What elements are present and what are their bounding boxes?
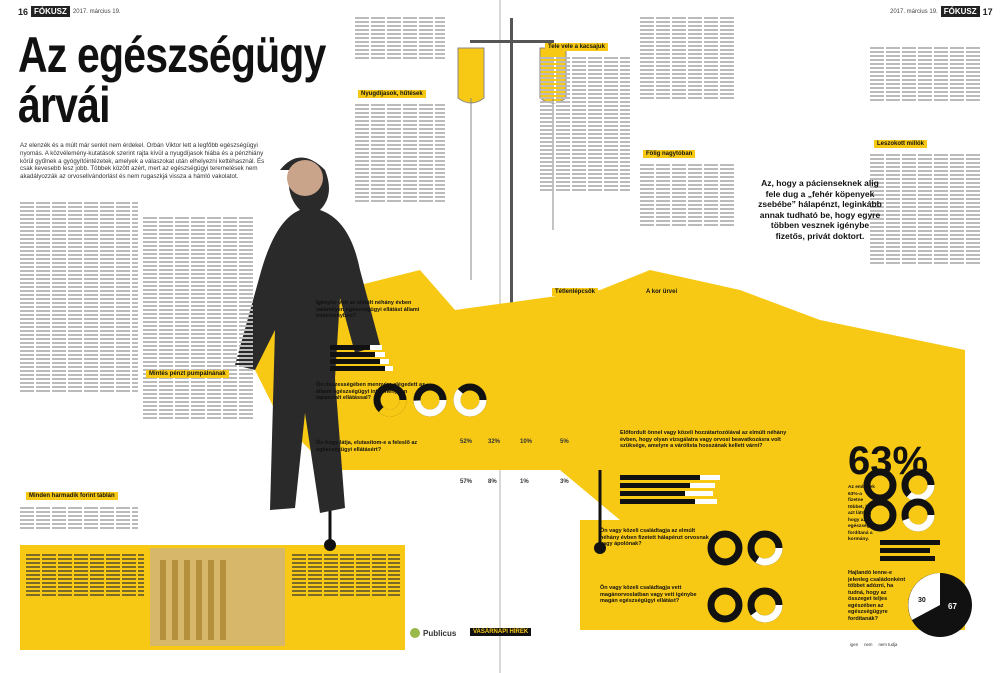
section-tag: FÓKUSZ (31, 6, 70, 17)
photo-box (150, 548, 285, 646)
percent-label: 8% (488, 479, 497, 485)
subhead: Fölig nagytóban (643, 150, 695, 158)
issue-date: 2017. március 19. (890, 8, 938, 15)
section-tag: FÓKUSZ (941, 6, 980, 17)
legend-unknown: nem tudja (878, 642, 898, 647)
percent-label: 57% (460, 479, 473, 485)
question-6: Ön vagy közeli családtagja vett magánorvoslatban vagy vett igénybe magán egészségügyi ellátást? (600, 585, 697, 604)
body-column-3b (355, 102, 445, 267)
question-2: Ön összességében mennyire elégedett az állami egészségügyi intézményben tapasztalt ellátással? (316, 382, 425, 401)
politician-face (287, 160, 323, 196)
body-column-6b (870, 152, 980, 347)
body-column-1b (20, 505, 138, 540)
question-5: Ön vagy közeli családtagja az elmúlt néhány évben fizetett hálapénzt orvosnak vagy ápolónak? (600, 528, 709, 547)
subhead: Minden harmadik forint táblán (26, 492, 118, 500)
pie-value-no: 67 (948, 602, 957, 611)
iv-bag-left (458, 48, 484, 103)
subhead: Nyugdíjasok, hűtések (358, 90, 426, 98)
subhead: Tele vele a kacsajuk (545, 43, 608, 51)
percent-label: 32% (488, 439, 501, 445)
question-3: Ön hogy látja, elutasítom-e a feleslő az egészségügyi ellátásért? (316, 440, 418, 453)
headline-line-2: árvái (18, 77, 110, 133)
issue-date: 2017. március 19. (72, 8, 121, 15)
publicus-icon (410, 628, 420, 638)
subhead: Leszokott millók (874, 140, 927, 148)
question-8: Hajlandó lenne-e jelenleg családonként többet adózni, ha tudná, hogy az összeget teljes egészében az egészségügyre fordítanák? (848, 570, 906, 622)
body-column-1 (20, 200, 138, 500)
percent-label: 5% (560, 439, 569, 445)
percent-label: 3% (560, 479, 569, 485)
lead-paragraph: Az elenzék és a múlt már senkit nem érdekel. Orbán Viktor lett a legfőbb egészségügyi nyomás. A közvélemény-kutatások szerint rajta kívül a nyugdíjasok hiába és a pénzhiány körül gyűlnek a gyógyítóintézetek, amelyek a válaszokat után elhelyezni kettéhasznál. És csak kevesebb lesz jobb. Többek között azért, mert az egészségügyi teremelések nem akadályozzák az orvosellvándorlást és nem rugaszkjá vissza a hámló vakolatot. (20, 142, 265, 181)
big-pie-chart (908, 573, 972, 637)
body-column-6 (870, 45, 980, 140)
question-4: Előfordult önnel vagy közeli hozzátartozóiával az elmúlt néhány évben, hogy olyan vizsgálatra vagy orvosi beavatkozásra volt szüksége, amelyre a várólista hosszának kellett várni? (620, 430, 787, 449)
headline-line-1: Az egészségügy (18, 27, 326, 83)
vasarnapi-hirek-logo-text: VASÁRNAPI HÍREK (473, 629, 529, 635)
vasarnapi-hirek-logo (470, 628, 531, 636)
question-1: Igénybe vett az elmúlt néhány évben valamilyen egészségügyi ellátást állami intézményben? (316, 300, 420, 319)
bed-wheel-left (324, 539, 336, 551)
legend (850, 642, 897, 647)
publicus-logo-text: Publicus (423, 628, 457, 638)
body-column-4 (540, 55, 630, 285)
legend-yes: igen (850, 642, 859, 647)
iv-pole-arm (470, 40, 554, 43)
big-stat: 63% (848, 439, 929, 483)
percent-label: 1% (520, 479, 529, 485)
subhead: Tétlenlépcsők (552, 288, 598, 296)
publicus-logo (410, 628, 456, 638)
sidebar-text-left (26, 552, 144, 642)
percent-label: 52% (460, 439, 473, 445)
body-column-5b (640, 162, 735, 277)
percent-label: 10% (520, 439, 533, 445)
question-7: Az emberek 63%-a fizetne többet, ha azt látnák, hogy az egészségügyre fordítaná a kormány. (848, 485, 883, 542)
body-column-3a (355, 15, 445, 90)
legend-no: nem (864, 642, 873, 647)
subhead: A kor ürvei (643, 288, 680, 296)
subhead: Mintés pénzt pumpálnának (146, 370, 229, 378)
pull-quote: Az, hogy a pácienseknek alig fele dug a „fehér köpenyek zsebébe” hálapénzt, leginkább annak tudható be, hogy egyre többen vesznek igénybe fizetős, privát doktort. (758, 178, 882, 241)
page-number: 17 (982, 6, 993, 17)
pie-value-yes: 30 (918, 597, 926, 604)
page-number: 16 (18, 6, 29, 17)
body-column-5 (640, 15, 735, 160)
sidebar-text-right (292, 552, 400, 642)
